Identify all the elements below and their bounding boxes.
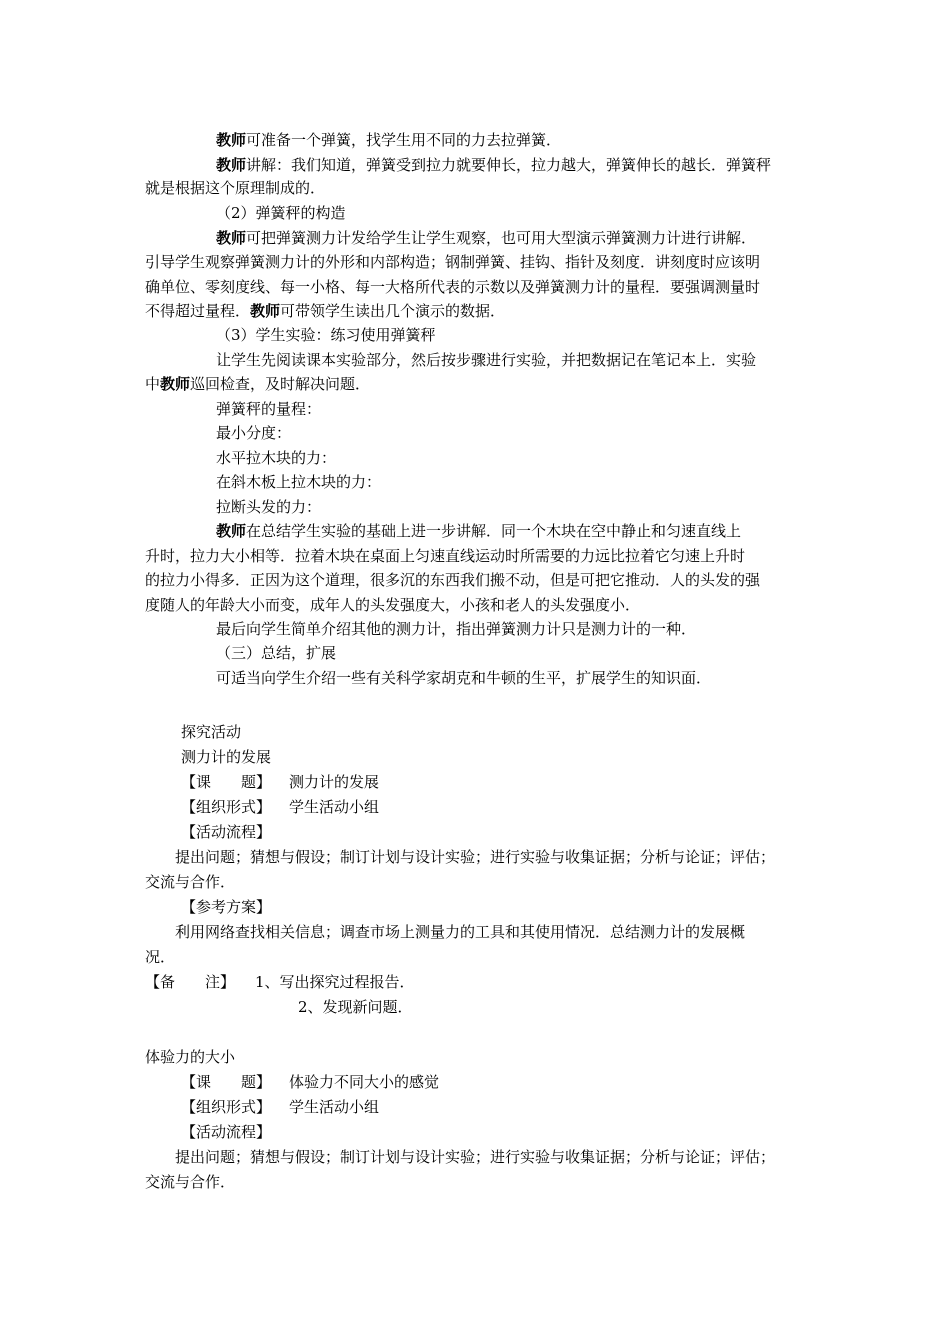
field-label: 【组织形式】 xyxy=(181,798,272,816)
paragraph-line xyxy=(145,372,370,396)
paragraph-line xyxy=(216,226,756,250)
emphasis-teacher: 教师 xyxy=(216,131,247,149)
field-value: 1、写出探究过程报告． xyxy=(255,973,415,991)
data-item-hair xyxy=(216,495,321,519)
line-text: 在总结学生实验的基础上进一步讲解．同一个木块在空中静止和匀速直线上 xyxy=(246,522,742,540)
line-text: 2、发现新问题． xyxy=(298,998,413,1016)
paragraph-line xyxy=(175,920,745,944)
line-text: 让学生先阅读课本实验部分，然后按步骤进行实验，并把数据记在笔记本上．实验 xyxy=(216,351,757,369)
paragraph-line xyxy=(145,1170,235,1194)
line-text: 引导学生观察弹簧测力计的外形和内部构造；钢制弹簧、挂钩、指针及刻度．讲刻度时应该明 xyxy=(145,253,761,271)
line-text: 可带领学生读出几个演示的数据． xyxy=(280,302,506,320)
line-text: 可准备一个弹簧，找学生用不同的力去拉弹簧． xyxy=(246,131,562,149)
section-heading xyxy=(145,1045,235,1069)
line-text: 提出问题；猜想与假设；制订计划与设计实验；进行实验与收集证据；分析与论证；评估； xyxy=(175,848,776,866)
field-label: 【活动流程】 xyxy=(181,823,272,841)
data-item-incline xyxy=(216,470,381,494)
line-text: 讲解：我们知道，弹簧受到拉力就要伸长，拉力越大，弹簧伸长的越长．弹簧秤 xyxy=(246,156,772,174)
line-text: 确单位、零刻度线、每一小格、每一大格所代表的示数以及弹簧测力计的量程．要强调测量时 xyxy=(145,278,761,296)
data-item-horizontal xyxy=(216,446,336,470)
line-text: 利用网络查找相关信息；调查市场上测量力的工具和其使用情况．总结测力计的发展概 xyxy=(175,923,746,941)
paragraph-line xyxy=(216,128,561,152)
section-heading xyxy=(216,641,336,665)
paragraph-line xyxy=(216,666,711,690)
line-text: 在斜木板上拉木块的力： xyxy=(216,473,382,491)
field-row-plan xyxy=(181,895,271,919)
paragraph-line xyxy=(216,617,696,641)
paragraph-line xyxy=(216,153,771,177)
line-text: 拉断头发的力： xyxy=(216,498,322,516)
field-value: 学生活动小组 xyxy=(289,798,380,816)
paragraph-line xyxy=(145,176,325,200)
paragraph-line xyxy=(145,250,760,274)
note-item xyxy=(298,995,413,1019)
line-text: 弹簧秤的量程： xyxy=(216,400,322,418)
section-heading xyxy=(216,323,436,347)
line-text: 升时，拉力大小相等．拉着木块在桌面上匀速直线运动时所需要的力远比拉着它匀速上升时 xyxy=(145,547,746,565)
line-text: 最后向学生简单介绍其他的测力计，指出弹簧测力计只是测力计的一种． xyxy=(216,620,697,638)
field-value: 测力计的发展 xyxy=(289,773,380,791)
paragraph-line xyxy=(175,1145,775,1169)
paragraph-line xyxy=(216,348,756,372)
section-heading xyxy=(216,201,346,225)
line-text: 中 xyxy=(145,375,161,393)
field-label: 【课 题】 xyxy=(181,1073,272,1091)
emphasis-teacher: 教师 xyxy=(250,302,281,320)
line-text: 可把弹簧测力计发给学生让学生观察，也可用大型演示弹簧测力计进行讲解． xyxy=(246,229,757,247)
line-text: （3）学生实验：练习使用弹簧秤 xyxy=(216,326,436,344)
line-text: 体验力的大小 xyxy=(145,1048,236,1066)
emphasis-teacher: 教师 xyxy=(216,522,247,540)
emphasis-teacher: 教师 xyxy=(216,156,247,174)
field-label: 【组织形式】 xyxy=(181,1098,272,1116)
paragraph-line xyxy=(145,870,235,894)
line-text: 最小分度： xyxy=(216,424,292,442)
section-heading xyxy=(181,720,241,744)
line-text: 交流与合作． xyxy=(145,1173,236,1191)
line-text: 交流与合作． xyxy=(145,873,236,891)
line-text: 的拉力小得多．正因为这个道理，很多沉的东西我们搬不动，但是可把它推动．人的头发的强 xyxy=(145,571,761,589)
paragraph-line xyxy=(145,299,505,323)
paragraph-line xyxy=(216,519,741,543)
field-row-process xyxy=(181,820,271,844)
data-item-division xyxy=(216,421,291,445)
paragraph-line xyxy=(145,568,760,592)
field-label: 【备 注】 xyxy=(145,973,236,991)
paragraph-line xyxy=(145,275,760,299)
line-text: 可适当向学生介绍一些有关科学家胡克和牛顿的生平，扩展学生的知识面． xyxy=(216,669,712,687)
line-text: （2）弹簧秤的构造 xyxy=(216,204,346,222)
line-text: 探究活动 xyxy=(181,723,242,741)
paragraph-line xyxy=(145,593,640,617)
emphasis-teacher: 教师 xyxy=(216,229,247,247)
line-text: 就是根据这个原理制成的． xyxy=(145,179,326,197)
field-row-format xyxy=(181,1095,379,1119)
paragraph-line xyxy=(175,845,775,869)
line-text: 水平拉木块的力： xyxy=(216,449,337,467)
field-row-format xyxy=(181,795,379,819)
field-row-topic xyxy=(181,1070,439,1094)
data-item-range xyxy=(216,397,321,421)
line-text: （三）总结，扩展 xyxy=(216,644,337,662)
subsection-heading xyxy=(181,745,271,769)
line-text: 提出问题；猜想与假设；制订计划与设计实验；进行实验与收集证据；分析与论证；评估； xyxy=(175,1148,776,1166)
line-text: 测力计的发展 xyxy=(181,748,272,766)
field-label: 【参考方案】 xyxy=(181,898,272,916)
line-text: 度随人的年龄大小而变，成年人的头发强度大，小孩和老人的头发强度小． xyxy=(145,596,641,614)
paragraph-line xyxy=(145,544,745,568)
line-text: 巡回检查，及时解决问题． xyxy=(190,375,371,393)
paragraph-line xyxy=(145,945,175,969)
field-row-topic xyxy=(181,770,379,794)
field-row-process xyxy=(181,1120,271,1144)
field-label: 【活动流程】 xyxy=(181,1123,272,1141)
field-row-notes xyxy=(145,970,415,994)
line-text: 不得超过量程． xyxy=(145,302,251,320)
field-value: 体验力不同大小的感觉 xyxy=(289,1073,440,1091)
emphasis-teacher: 教师 xyxy=(160,375,191,393)
field-label: 【课 题】 xyxy=(181,773,272,791)
field-value: 学生活动小组 xyxy=(289,1098,380,1116)
line-text: 况． xyxy=(145,948,176,966)
